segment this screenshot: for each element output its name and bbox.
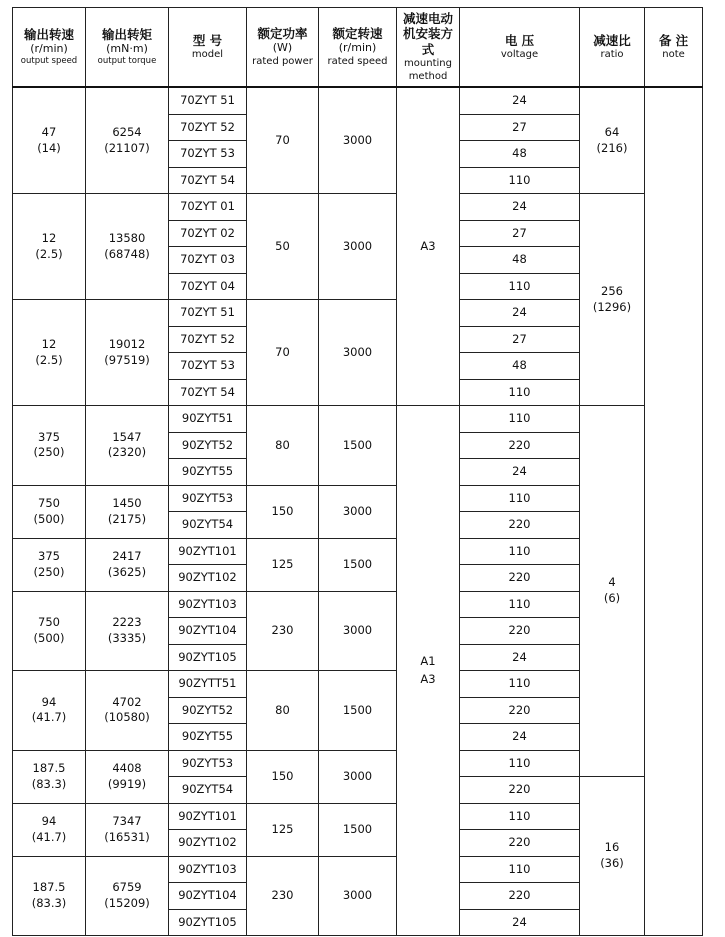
model-cell: 90ZYT54: [169, 512, 247, 539]
rated-speed-cell: 3000: [319, 194, 397, 300]
model-cell: 70ZYT 53: [169, 141, 247, 168]
voltage-cell: 110: [460, 671, 580, 698]
model-cell: 90ZYTT51: [169, 671, 247, 698]
rated-power-cell: 125: [247, 538, 319, 591]
cell-line: (21107): [104, 140, 150, 155]
rated-speed-cell: 3000: [319, 485, 397, 538]
model-cell: 90ZYT102: [169, 830, 247, 857]
voltage-cell: 27: [460, 114, 580, 141]
cell-line: (14): [37, 140, 61, 155]
cell-line: (1296): [592, 299, 632, 314]
cell-line: 750: [38, 615, 60, 630]
cell-line: 1450: [112, 495, 142, 510]
output-torque-cell: [86, 671, 169, 751]
header-voltage: 电 压 voltage: [460, 8, 580, 88]
ratio-cell: [580, 87, 645, 194]
model-cell: 70ZYT 54: [169, 167, 247, 194]
output-torque-cell: [86, 406, 169, 486]
model-cell: 90ZYT104: [169, 883, 247, 910]
cell-line: (9919): [107, 776, 147, 791]
model-cell: 70ZYT 03: [169, 247, 247, 274]
output-speed-cell: [13, 300, 86, 406]
rated-power-cell: 70: [247, 300, 319, 406]
output-torque-cell: [86, 856, 169, 936]
motor-spec-table: [12, 7, 703, 936]
cell-line: (500): [33, 630, 65, 645]
output-speed-cell: [13, 485, 86, 538]
output-speed-cell: [13, 194, 86, 300]
voltage-cell: 110: [460, 803, 580, 830]
cell-line: 2417: [112, 548, 142, 563]
cell-line: (15209): [104, 895, 150, 910]
rated-power-cell: 230: [247, 591, 319, 671]
voltage-cell: 110: [460, 485, 580, 512]
rated-power-cell: 70: [247, 87, 319, 194]
voltage-cell: 220: [460, 777, 580, 804]
table-row: [13, 406, 703, 433]
cell-line: 16: [604, 840, 620, 855]
voltage-cell: 48: [460, 353, 580, 380]
rated-speed-cell: 1500: [319, 803, 397, 856]
header-note: 备 注 note: [645, 8, 703, 88]
rated-power-cell: 230: [247, 856, 319, 936]
output-torque-cell: [86, 591, 169, 671]
header-mounting-method: 减速电动 机安装方式 mounting method: [397, 8, 460, 88]
model-cell: 90ZYT101: [169, 538, 247, 565]
cell-line: 7347: [112, 813, 142, 828]
cell-line: 187.5: [32, 880, 66, 895]
model-cell: 90ZYT105: [169, 909, 247, 936]
cell-line: (41.7): [31, 829, 67, 844]
cell-line: 256: [601, 283, 623, 298]
ratio-cell: [580, 194, 645, 406]
cell-line: (3625): [107, 564, 147, 579]
header-model: 型 号 model: [169, 8, 247, 88]
cell-line: (216): [596, 140, 628, 155]
mounting-method-cell: [397, 87, 460, 406]
voltage-cell: 24: [460, 724, 580, 751]
cell-line: 6759: [112, 880, 142, 895]
table-row: [13, 194, 703, 221]
mounting-method-cell: [397, 406, 460, 936]
cell-line: 12: [41, 230, 57, 245]
model-cell: 90ZYT105: [169, 644, 247, 671]
cell-line: 4408: [112, 760, 142, 775]
output-speed-cell: [13, 803, 86, 856]
rated-speed-cell: 3000: [319, 856, 397, 936]
cell-line: (2.5): [35, 352, 63, 367]
output-speed-cell: [13, 591, 86, 671]
model-cell: 90ZYT53: [169, 750, 247, 777]
voltage-cell: 220: [460, 830, 580, 857]
model-cell: 70ZYT 53: [169, 353, 247, 380]
model-cell: 90ZYT102: [169, 565, 247, 592]
cell-line: (2175): [107, 511, 147, 526]
header-row: [13, 8, 703, 88]
model-cell: 90ZYT55: [169, 724, 247, 751]
model-cell: 70ZYT 51: [169, 300, 247, 327]
cell-line: 375: [38, 548, 60, 563]
voltage-cell: 24: [460, 644, 580, 671]
voltage-cell: 110: [460, 379, 580, 406]
rated-speed-cell: 1500: [319, 671, 397, 751]
model-cell: 70ZYT 01: [169, 194, 247, 221]
rated-power-cell: 150: [247, 750, 319, 803]
cell-line: (2320): [107, 445, 147, 460]
header-output-torque: 输出转矩 (mN·m) output torque: [86, 8, 169, 88]
cell-line: (500): [33, 511, 65, 526]
output-torque-cell: [86, 803, 169, 856]
model-cell: 90ZYT51: [169, 406, 247, 433]
voltage-cell: 110: [460, 406, 580, 433]
output-speed-cell: [13, 87, 86, 194]
voltage-cell: 220: [460, 432, 580, 459]
voltage-cell: 220: [460, 512, 580, 539]
model-cell: 70ZYT 52: [169, 114, 247, 141]
voltage-cell: 27: [460, 326, 580, 353]
voltage-cell: 110: [460, 538, 580, 565]
model-cell: 70ZYT 54: [169, 379, 247, 406]
rated-power-cell: 150: [247, 485, 319, 538]
model-cell: 70ZYT 52: [169, 326, 247, 353]
voltage-cell: 220: [460, 618, 580, 645]
rated-speed-cell: 3000: [319, 87, 397, 194]
model-cell: 70ZYT 02: [169, 220, 247, 247]
model-cell: 90ZYT101: [169, 803, 247, 830]
cell-line: 13580: [108, 230, 146, 245]
voltage-cell: 110: [460, 856, 580, 883]
cell-line: (83.3): [31, 895, 67, 910]
header-output-speed: 输出转速 (r/min) output speed: [13, 8, 86, 88]
rated-power-cell: 80: [247, 406, 319, 486]
table-row: [13, 87, 703, 114]
cell-line: (10580): [104, 710, 150, 725]
cell-line: 64: [604, 124, 620, 139]
voltage-cell: 48: [460, 141, 580, 168]
voltage-cell: 24: [460, 194, 580, 221]
voltage-cell: 24: [460, 300, 580, 327]
rated-speed-cell: 3000: [319, 300, 397, 406]
output-torque-cell: [86, 194, 169, 300]
ratio-cell: [580, 777, 645, 936]
voltage-cell: 24: [460, 909, 580, 936]
model-cell: 90ZYT52: [169, 697, 247, 724]
cell-line: 4: [608, 575, 616, 590]
cell-line: (97519): [104, 352, 150, 367]
rated-speed-cell: 3000: [319, 591, 397, 671]
cell-line: (2.5): [35, 246, 63, 261]
rated-speed-cell: 1500: [319, 406, 397, 486]
voltage-cell: 220: [460, 565, 580, 592]
header-rated-power: 额定功率 (W) rated power: [247, 8, 319, 88]
cell-line: A3: [420, 238, 436, 253]
cell-line: 187.5: [32, 760, 66, 775]
voltage-cell: 220: [460, 697, 580, 724]
cell-line: (16531): [104, 829, 150, 844]
rated-power-cell: 125: [247, 803, 319, 856]
rated-speed-cell: 3000: [319, 750, 397, 803]
model-cell: 90ZYT104: [169, 618, 247, 645]
cell-line: A1: [420, 654, 436, 669]
cell-line: 2223: [112, 615, 142, 630]
cell-line: (41.7): [31, 710, 67, 725]
cell-line: 6254: [112, 124, 142, 139]
rated-speed-cell: 1500: [319, 538, 397, 591]
model-cell: 70ZYT 04: [169, 273, 247, 300]
voltage-cell: 24: [460, 87, 580, 114]
cell-line: 19012: [108, 336, 146, 351]
output-torque-cell: [86, 750, 169, 803]
output-speed-cell: [13, 750, 86, 803]
voltage-cell: 110: [460, 591, 580, 618]
cell-line: 94: [41, 694, 57, 709]
cell-line: A3: [420, 671, 436, 686]
output-torque-cell: [86, 300, 169, 406]
header-ratio: 减速比 ratio: [580, 8, 645, 88]
model-cell: 90ZYT55: [169, 459, 247, 486]
voltage-cell: 48: [460, 247, 580, 274]
cell-line: 375: [38, 429, 60, 444]
voltage-cell: 27: [460, 220, 580, 247]
voltage-cell: 220: [460, 883, 580, 910]
model-cell: 90ZYT53: [169, 485, 247, 512]
output-speed-cell: [13, 538, 86, 591]
cell-line: (83.3): [31, 776, 67, 791]
cell-line: 47: [41, 124, 57, 139]
voltage-cell: 110: [460, 167, 580, 194]
cell-line: (250): [33, 564, 65, 579]
model-cell: 90ZYT52: [169, 432, 247, 459]
cell-line: 1547: [112, 429, 142, 444]
cell-line: (3335): [107, 630, 147, 645]
voltage-cell: 110: [460, 273, 580, 300]
cell-line: (36): [600, 856, 624, 870]
cell-line: (6): [603, 591, 621, 605]
output-torque-cell: [86, 87, 169, 194]
voltage-cell: 110: [460, 750, 580, 777]
rated-power-cell: 50: [247, 194, 319, 300]
output-torque-cell: [86, 538, 169, 591]
cell-line: (68748): [104, 246, 150, 261]
output-torque-cell: [86, 485, 169, 538]
cell-line: 12: [41, 336, 57, 351]
output-speed-cell: [13, 406, 86, 486]
header-rated-speed: 额定转速 (r/min) rated speed: [319, 8, 397, 88]
model-cell: 70ZYT 51: [169, 87, 247, 114]
output-speed-cell: [13, 856, 86, 936]
model-cell: 90ZYT103: [169, 591, 247, 618]
cell-line: 4702: [112, 694, 142, 709]
table-body: [13, 87, 703, 936]
output-speed-cell: [13, 671, 86, 751]
cell-line: 750: [38, 495, 60, 510]
rated-power-cell: 80: [247, 671, 319, 751]
voltage-cell: 24: [460, 459, 580, 486]
cell-line: 94: [41, 813, 57, 828]
cell-line: (250): [33, 445, 65, 460]
model-cell: 90ZYT103: [169, 856, 247, 883]
note-cell: [645, 87, 703, 936]
ratio-cell: [580, 406, 645, 777]
model-cell: 90ZYT54: [169, 777, 247, 804]
